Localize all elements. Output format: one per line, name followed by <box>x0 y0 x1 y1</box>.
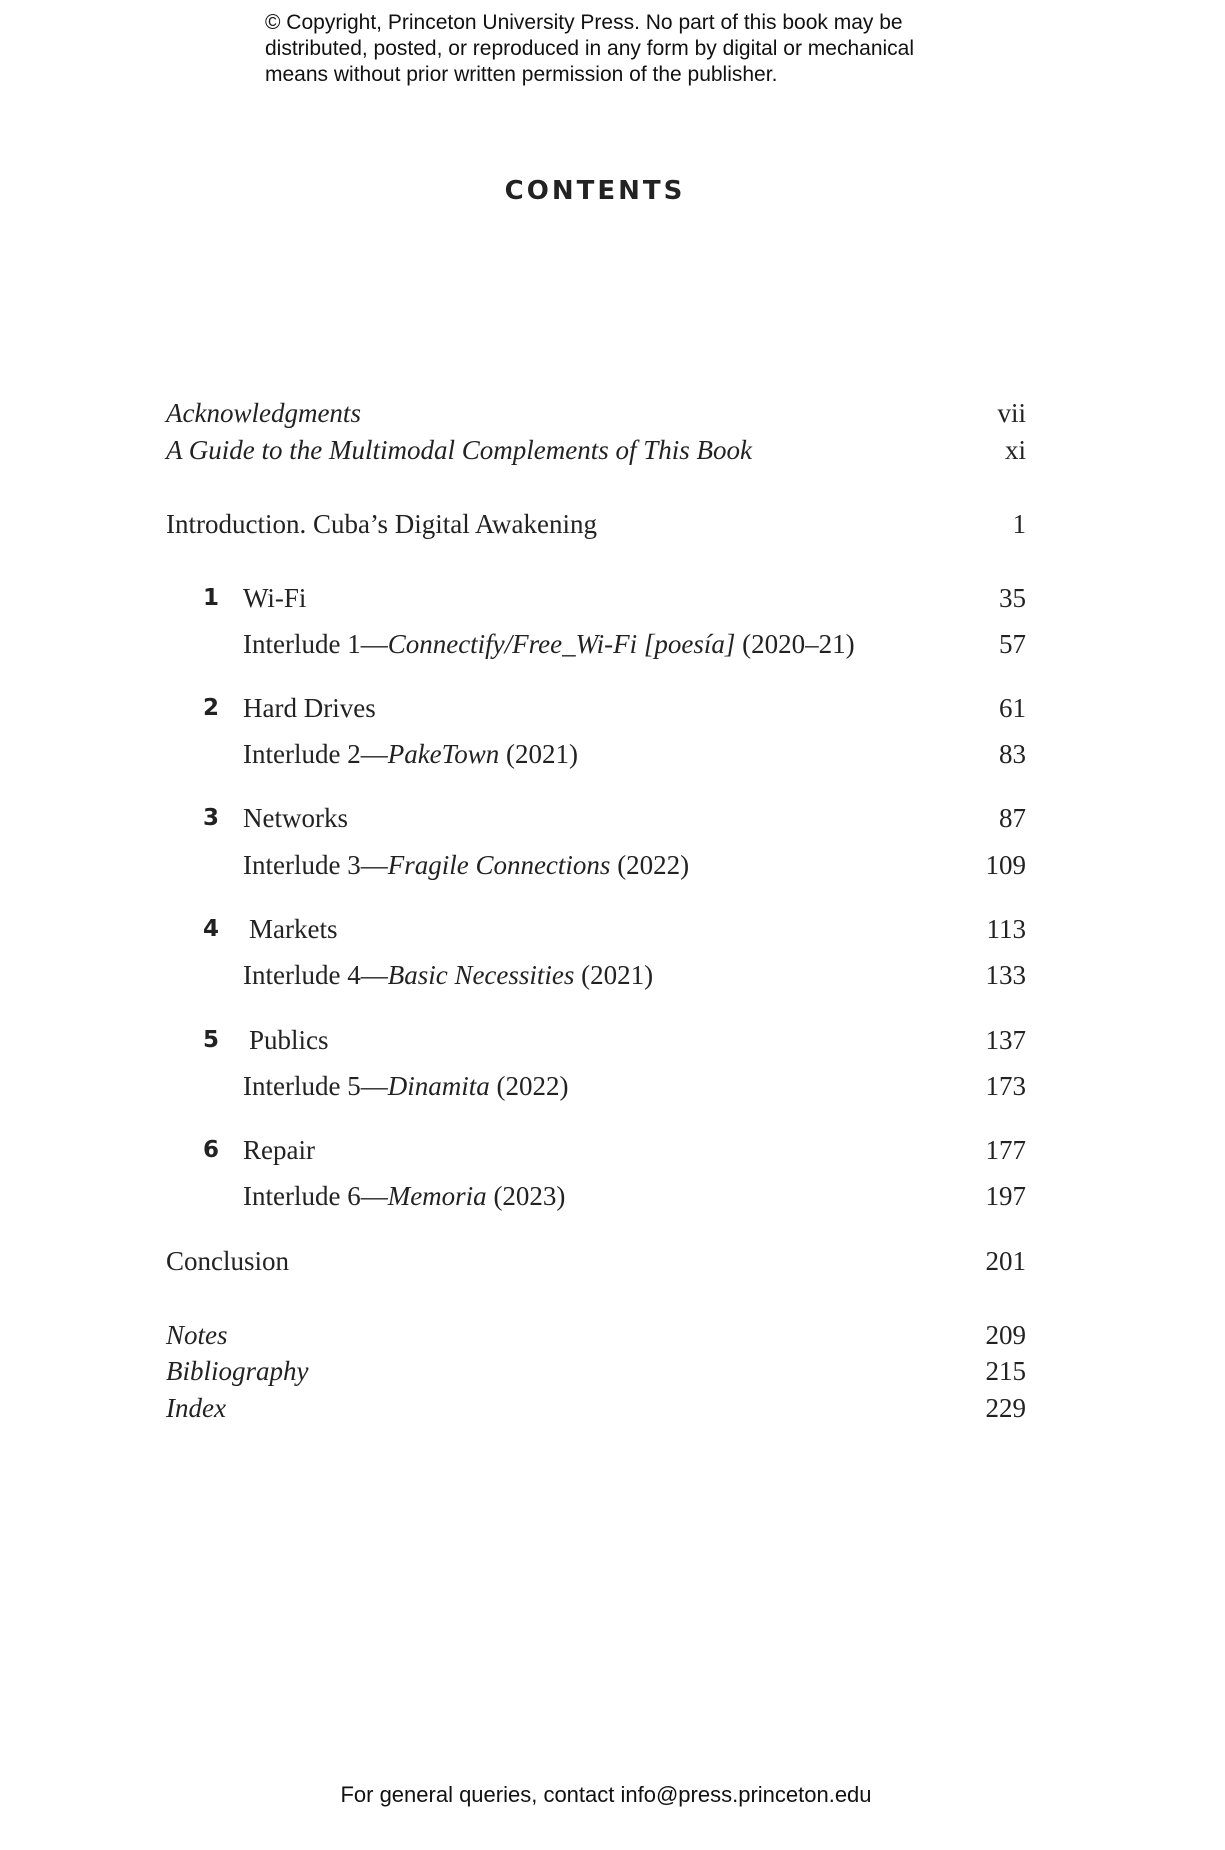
toc-chapter-5[interactable] <box>166 1022 1026 1058</box>
chapter-title: Publics <box>249 1025 329 1055</box>
toc-entry-title: A Guide to the Multimodal Complements of This Book <box>166 435 752 465</box>
chapter-number: 1 <box>203 585 220 611</box>
toc-entry-introduction[interactable] <box>166 506 1026 542</box>
interlude-work-title: Fragile Connections <box>387 850 611 880</box>
copyright-line: distributed, posted, or reproduced in any form by digital or mechanical <box>265 37 915 60</box>
toc-chapter-1[interactable] <box>166 580 1026 616</box>
toc-entry-bibliography[interactable] <box>166 1353 1026 1389</box>
copyright-line: © Copyright, Princeton University Press. No part of this book may be <box>265 11 903 34</box>
toc-entry-page: 133 <box>985 960 1026 990</box>
toc-entry-page: 215 <box>985 1356 1026 1386</box>
toc-entry-page: 113 <box>986 914 1026 944</box>
chapter-number: 3 <box>203 805 220 831</box>
toc-entry-page: 201 <box>985 1246 1026 1276</box>
toc-entry-title: Acknowledgments <box>166 398 361 428</box>
chapter-number: 6 <box>203 1137 220 1163</box>
toc-chapter-3[interactable] <box>166 800 1026 836</box>
chapter-title: Wi-Fi <box>243 583 307 613</box>
toc-entry-page: 209 <box>985 1320 1026 1350</box>
toc-entry-title: Bibliography <box>166 1356 309 1386</box>
toc-entry-conclusion[interactable] <box>166 1243 1026 1279</box>
interlude-year: (2021) <box>499 739 578 769</box>
toc-interlude-6[interactable] <box>166 1178 1026 1214</box>
toc-entry-page: 83 <box>999 739 1026 769</box>
toc-entry-title: Index <box>166 1393 226 1423</box>
toc-chapter-6[interactable] <box>166 1132 1026 1168</box>
chapter-number: 4 <box>203 916 220 942</box>
toc-entry-page: 109 <box>985 850 1026 880</box>
toc-entry-page: 57 <box>999 629 1026 659</box>
interlude-prefix: Interlude 2— <box>243 739 388 769</box>
interlude-prefix: Interlude 1— <box>243 629 388 659</box>
interlude-title <box>243 957 653 993</box>
chapter-title: Repair <box>243 1135 315 1165</box>
interlude-prefix: Interlude 5— <box>243 1071 388 1101</box>
toc-entry-multimodal-guide[interactable] <box>166 432 1026 468</box>
chapter-number: 5 <box>203 1027 220 1053</box>
interlude-year: (2021) <box>574 960 654 990</box>
toc-entry-page: xi <box>1004 435 1026 465</box>
toc-entry-page: 229 <box>985 1393 1026 1423</box>
interlude-title <box>243 1178 565 1214</box>
toc-entry-page: 173 <box>985 1071 1026 1101</box>
toc-interlude-1[interactable] <box>166 626 1026 662</box>
interlude-title <box>243 847 689 883</box>
toc-entry-title: Introduction. Cuba’s Digital Awakening <box>166 509 597 539</box>
toc-entry-page: vii <box>997 398 1026 428</box>
interlude-work-title: Dinamita <box>387 1071 490 1101</box>
interlude-prefix: Interlude 6— <box>243 1181 388 1211</box>
toc-entry-title: Notes <box>166 1320 228 1350</box>
contents-heading: CONTENTS <box>504 176 686 206</box>
interlude-work-title: Connectify/Free_Wi-Fi [poesía] <box>387 629 736 659</box>
interlude-work-title: Memoria <box>387 1181 487 1211</box>
interlude-work-title: Basic Necessities <box>387 960 575 990</box>
interlude-year: (2022) <box>610 850 690 880</box>
chapter-title: Networks <box>243 803 348 833</box>
interlude-title <box>243 736 578 772</box>
toc-interlude-2[interactable] <box>166 736 1026 772</box>
toc-entry-acknowledgments[interactable] <box>166 395 1026 431</box>
toc-interlude-4[interactable] <box>166 957 1026 993</box>
interlude-year: (2020–21) <box>735 629 855 659</box>
toc-interlude-3[interactable] <box>166 847 1026 883</box>
toc-entry-page: 1 <box>1012 509 1026 539</box>
copyright-notice <box>265 10 985 88</box>
toc-entry-page: 177 <box>985 1135 1026 1165</box>
toc-entry-page: 61 <box>999 693 1026 723</box>
chapter-number: 2 <box>203 695 220 721</box>
chapter-title: Hard Drives <box>243 693 376 723</box>
toc-chapter-4[interactable] <box>166 911 1026 947</box>
toc-chapter-2[interactable] <box>166 690 1026 726</box>
chapter-title: Markets <box>249 914 338 944</box>
interlude-work-title: PakeTown <box>387 739 500 769</box>
interlude-year: (2023) <box>486 1181 566 1211</box>
toc-entry-notes[interactable] <box>166 1317 1026 1353</box>
copyright-line: means without prior written permission of the publisher. <box>265 63 778 86</box>
toc-entry-title: Conclusion <box>166 1246 290 1276</box>
footer-contact: For general queries, contact info@press.princeton.edu <box>340 1782 872 1807</box>
toc-interlude-5[interactable] <box>166 1068 1026 1104</box>
interlude-year: (2022) <box>489 1071 569 1101</box>
toc-entry-page: 87 <box>999 803 1026 833</box>
toc-entry-page: 35 <box>999 583 1026 613</box>
toc-entry-page: 137 <box>985 1025 1026 1055</box>
interlude-prefix: Interlude 3— <box>243 850 388 880</box>
interlude-prefix: Interlude 4— <box>243 960 388 990</box>
toc-entry-index[interactable] <box>166 1390 1026 1426</box>
interlude-title <box>243 1068 568 1104</box>
toc-entry-page: 197 <box>985 1181 1026 1211</box>
interlude-title <box>243 626 855 662</box>
